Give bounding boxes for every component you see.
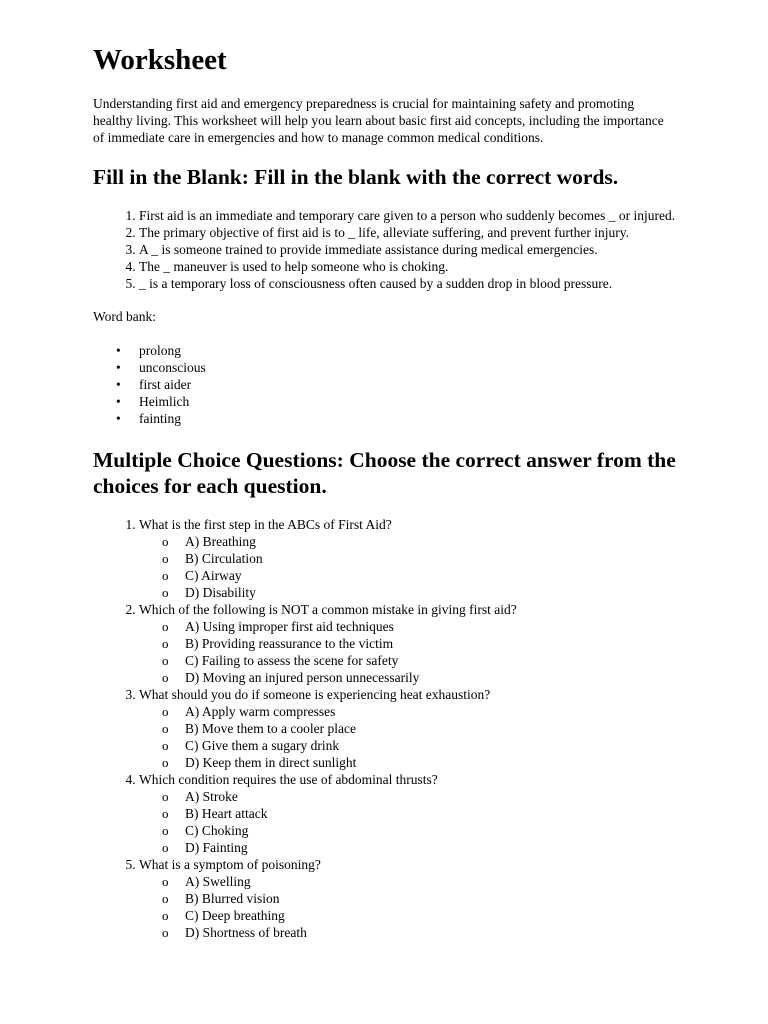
mc-question-text: Which of the following is NOT a common mistake in giving first aid? — [139, 602, 517, 617]
mc-choice: o D) Disability — [185, 584, 676, 601]
multiple-choice-list — [93, 516, 676, 941]
mc-choice: o B) Circulation — [185, 550, 676, 567]
mc-question — [139, 771, 676, 856]
mc-choice: o C) Choking — [185, 822, 676, 839]
mc-choice-list — [139, 533, 676, 601]
mc-choice-list — [139, 873, 676, 941]
fill-blank-item: 4. The _ maneuver is used to help someone who is choking. — [139, 258, 676, 275]
mc-choice: o A) Apply warm compresses — [185, 703, 676, 720]
word-bank-item: • first aider — [139, 376, 676, 393]
word-bank-item: • prolong — [139, 342, 676, 359]
mc-choice: o A) Breathing — [185, 533, 676, 550]
mc-choice: o C) Failing to assess the scene for safety — [185, 652, 676, 669]
word-bank-label: Word bank: — [93, 309, 157, 324]
mc-question-text: What is a symptom of poisoning? — [139, 857, 321, 872]
mc-question — [139, 856, 676, 941]
mc-choice-list — [139, 618, 676, 686]
mc-choice: o C) Airway — [185, 567, 676, 584]
intro-paragraph: Understanding first aid and emergency preparedness is crucial for maintaining safety and promoting healthy living. This worksheet will help you learn about basic first aid concepts, including the importance of immediate care in emergencies and how to manage common medical conditions. — [93, 96, 664, 145]
mc-choice: o A) Using improper first aid techniques — [185, 618, 676, 635]
mc-choice: o D) Fainting — [185, 839, 676, 856]
multiple-choice-heading: Multiple Choice Questions: Choose the correct answer from the choices for each question. — [93, 448, 676, 498]
mc-question — [139, 686, 676, 771]
mc-question — [139, 516, 676, 601]
word-bank-item: • fainting — [139, 410, 676, 427]
mc-choice: o B) Blurred vision — [185, 890, 676, 907]
mc-choice: o B) Move them to a cooler place — [185, 720, 676, 737]
mc-choice: o C) Deep breathing — [185, 907, 676, 924]
fill-blank-list — [93, 207, 676, 292]
mc-choice: o B) Heart attack — [185, 805, 676, 822]
fill-blank-item: 5. _ is a temporary loss of consciousness often caused by a sudden drop in blood pressure. — [139, 275, 676, 292]
mc-question — [139, 601, 676, 686]
word-bank-item: • unconscious — [139, 359, 676, 376]
mc-choice: o A) Swelling — [185, 873, 676, 890]
mc-question-text: What should you do if someone is experiencing heat exhaustion? — [139, 687, 491, 702]
word-bank-item: • Heimlich — [139, 393, 676, 410]
mc-choice: o B) Providing reassurance to the victim — [185, 635, 676, 652]
mc-choice: o D) Shortness of breath — [185, 924, 676, 941]
mc-question-text: What is the first step in the ABCs of First Aid? — [139, 517, 392, 532]
page-title: Worksheet — [93, 44, 227, 76]
fill-blank-item: 2. The primary objective of first aid is to _ life, alleviate suffering, and prevent further injury. — [139, 224, 676, 241]
fill-blank-heading: Fill in the Blank: Fill in the blank with the correct words. — [93, 165, 619, 189]
fill-blank-item: 1. First aid is an immediate and temporary care given to a person who suddenly becomes _ or injured. — [139, 207, 676, 224]
fill-blank-item: 3. A _ is someone trained to provide immediate assistance during medical emergencies. — [139, 241, 676, 258]
mc-choice: o D) Moving an injured person unnecessarily — [185, 669, 676, 686]
mc-choice-list — [139, 788, 676, 856]
mc-choice: o A) Stroke — [185, 788, 676, 805]
mc-choice: o D) Keep them in direct sunlight — [185, 754, 676, 771]
mc-choice-list — [139, 703, 676, 771]
mc-choice: o C) Give them a sugary drink — [185, 737, 676, 754]
mc-question-text: Which condition requires the use of abdominal thrusts? — [139, 772, 438, 787]
word-bank-list — [93, 342, 676, 427]
